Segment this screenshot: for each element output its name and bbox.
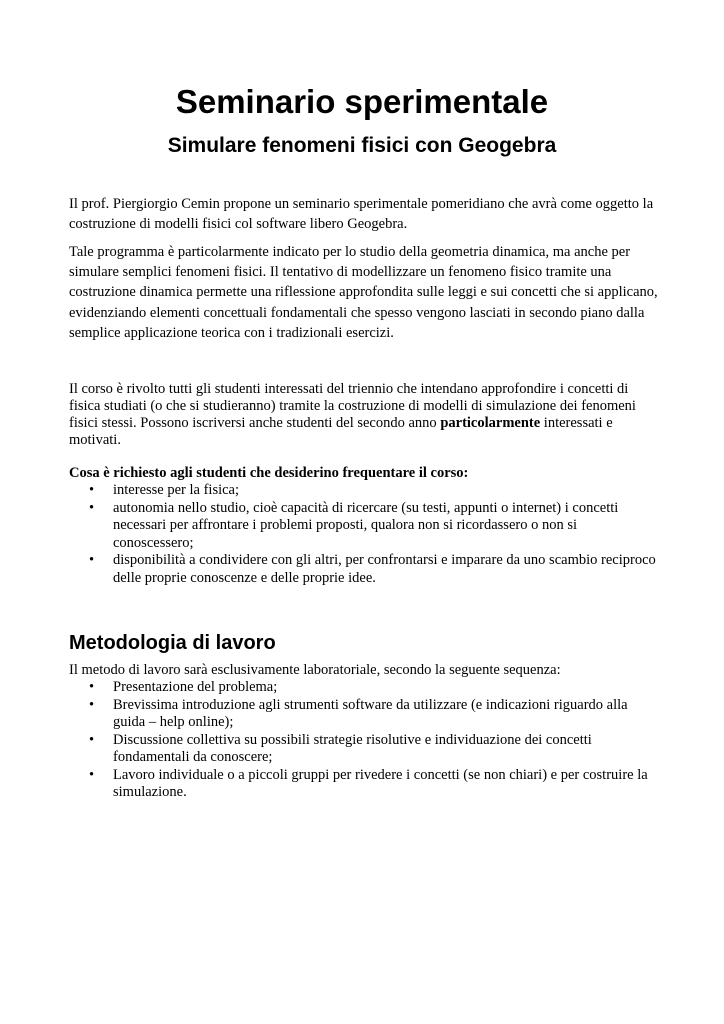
bullet-icon: •	[89, 499, 95, 516]
bullet-icon: •	[89, 552, 95, 568]
bullet-icon: •	[89, 731, 95, 748]
requirements-title: Cosa è richiesto agli studenti che desiderino frequentare il corso:	[69, 465, 469, 481]
methodology-heading: Metodologia di lavoro	[69, 632, 276, 654]
audience-emphasis: particolarmente	[440, 415, 541, 431]
methodology-intro: Il metodo di lavoro sarà esclusivamente laboratoriale, secondo la seguente sequenza:	[69, 662, 561, 678]
list-item-text: Brevissima introduzione agli strumenti software da utilizzare (e indicazioni riguardo alla guida – help online);	[113, 696, 628, 730]
requirements-list	[69, 482, 659, 587]
list-item-text: Lavoro individuale o a piccoli gruppi per rivedere i concetti (se non chiari) e per costruire la simulazione.	[113, 766, 648, 800]
list-item-text: interesse per la fisica;	[113, 482, 240, 498]
bullet-icon: •	[89, 482, 95, 498]
audience-text-start: Il corso è rivolto tutti gli studenti interessati del triennio che intendano approfondire i concetti di fisica studiati (o che si studieranno) tramite la costruzione di modelli di simulazione dei fenomeni fisici stessi. Possono iscriversi anche studenti del secondo anno	[69, 381, 636, 431]
document-subtitle: Simulare fenomeni fisici con Geogebra	[167, 134, 557, 157]
methodology-list	[69, 679, 659, 802]
bullet-icon: •	[89, 766, 95, 783]
list-item-text: autonomia nello studio, cioè capacità di ricercare (su testi, appunti o internet) i concetti necessari per affrontare i problemi proposti, qualora non si ricordassero o non si conoscessero;	[113, 499, 619, 551]
intro-paragraph: Il prof. Piergiorgio Cemin propone un seminario sperimentale pomeridiano che avrà come oggetto la costruzione di modelli fisici col software libero Geogebra.	[69, 196, 654, 232]
list-item	[69, 482, 659, 500]
bullet-icon: •	[89, 696, 95, 713]
list-item	[69, 732, 659, 767]
bullet-icon: •	[89, 679, 95, 695]
list-item-text: disponibilità a condividere con gli altri, per confrontarsi e imparare da uno scambio reciproco delle proprie conoscenze e delle proprie idee.	[113, 552, 656, 586]
list-item	[69, 679, 659, 697]
list-item	[69, 500, 659, 553]
audience-text-end: interessati e motivati.	[69, 415, 613, 448]
list-item	[69, 767, 659, 802]
audience-paragraph	[69, 381, 659, 449]
list-item	[69, 697, 659, 732]
list-item-text: Discussione collettiva su possibili strategie risolutive e individuazione dei concetti fondamentali da conoscere;	[113, 731, 592, 765]
list-item-text: Presentazione del problema;	[113, 679, 278, 695]
list-item	[69, 552, 659, 587]
program-paragraph: Tale programma è particolarmente indicato per lo studio della geometria dinamica, ma anche per simulare semplici fenomeni fisici. Il tentativo di modellizzare un fenomeno fisico tramite una costruzione dinamica permette una riflessione approfondita sulle leggi e sui concetti che si applicano, evidenziando elementi concettuali fondamentali che spesso vengono lasciati in secondo piano dalla semplice applicazione teorica con i tradizionali esercizi.	[69, 244, 658, 341]
document-title: Seminario sperimentale	[175, 83, 549, 120]
